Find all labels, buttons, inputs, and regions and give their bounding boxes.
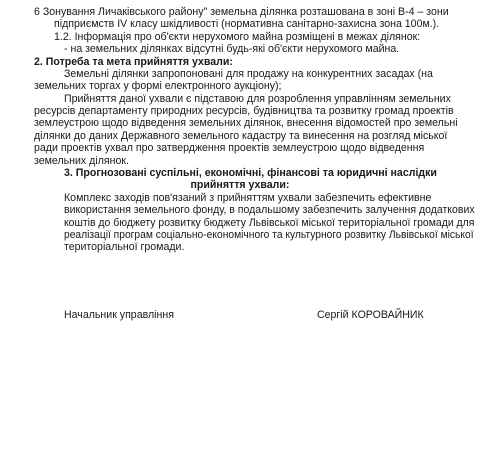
signature-position: Начальник управління (64, 309, 174, 321)
signature-name: Сергій КОРОВАЙНИК (317, 309, 424, 321)
text-line-13: земельних ділянок. (34, 155, 129, 167)
text-line-6: Земельні ділянки запропоновані для продажу на конкурентних засадах (на (64, 68, 433, 80)
text-line-4: - на земельних ділянках відсутні будь-які об'єкти нерухомого майна. (64, 43, 400, 55)
section-heading-3-cont: прийняття ухвали: (190, 179, 290, 191)
text-line-20: територіальної громади. (64, 241, 185, 253)
text-line-12: ради проектів ухвал про затвердження проектів землеустрою щодо відведення (34, 142, 425, 154)
text-line-9: ресурсів департаменту природних ресурсів, будівництва та розвитку громад проектів (34, 105, 454, 117)
text-line-11: ділянки до даних Державного земельного кадастру та винесення на розгляд міської (34, 130, 448, 142)
section-heading-3: 3. Прогнозовані суспільні, економічні, фінансові та юридичні наслідки (64, 167, 437, 179)
text-line-17: використання земельного фонду, в подальшому забезпечить залучення додаткових (64, 204, 475, 216)
text-line-2: підприємств IV класу шкідливості (нормативна санітарно-захисна зона 100м.). (54, 18, 440, 30)
text-line-7: земельних торгах у формі електронного аукціону); (34, 80, 282, 92)
text-line-10: землеустрою щодо відведення земельних ділянок, внесення відомостей про земельні (34, 117, 458, 129)
text-line-3: 1.2. Інформація про об'єкти нерухомого майна розміщені в межах ділянок: (54, 31, 421, 43)
text-line-16: Комплекс заходів пов'язаний з прийняттям ухвали забезпечить ефективне (64, 192, 432, 204)
text-line-19: реалізації програм соціально-економічного та культурного розвитку Львівської міської (64, 229, 474, 241)
text-line-8: Прийняття даної ухвали є підставою для розроблення управлінням земельних (64, 93, 451, 105)
text-line-18: коштів до бюджету розвитку бюджету Львівської міської територіальної громади для (64, 217, 475, 229)
section-heading-2: 2. Потреба та мета прийняття ухвали: (34, 56, 233, 68)
text-line-1: 6 Зонування Личаківського району" земельна ділянка розташована в зоні В-4 – зони (34, 6, 449, 18)
